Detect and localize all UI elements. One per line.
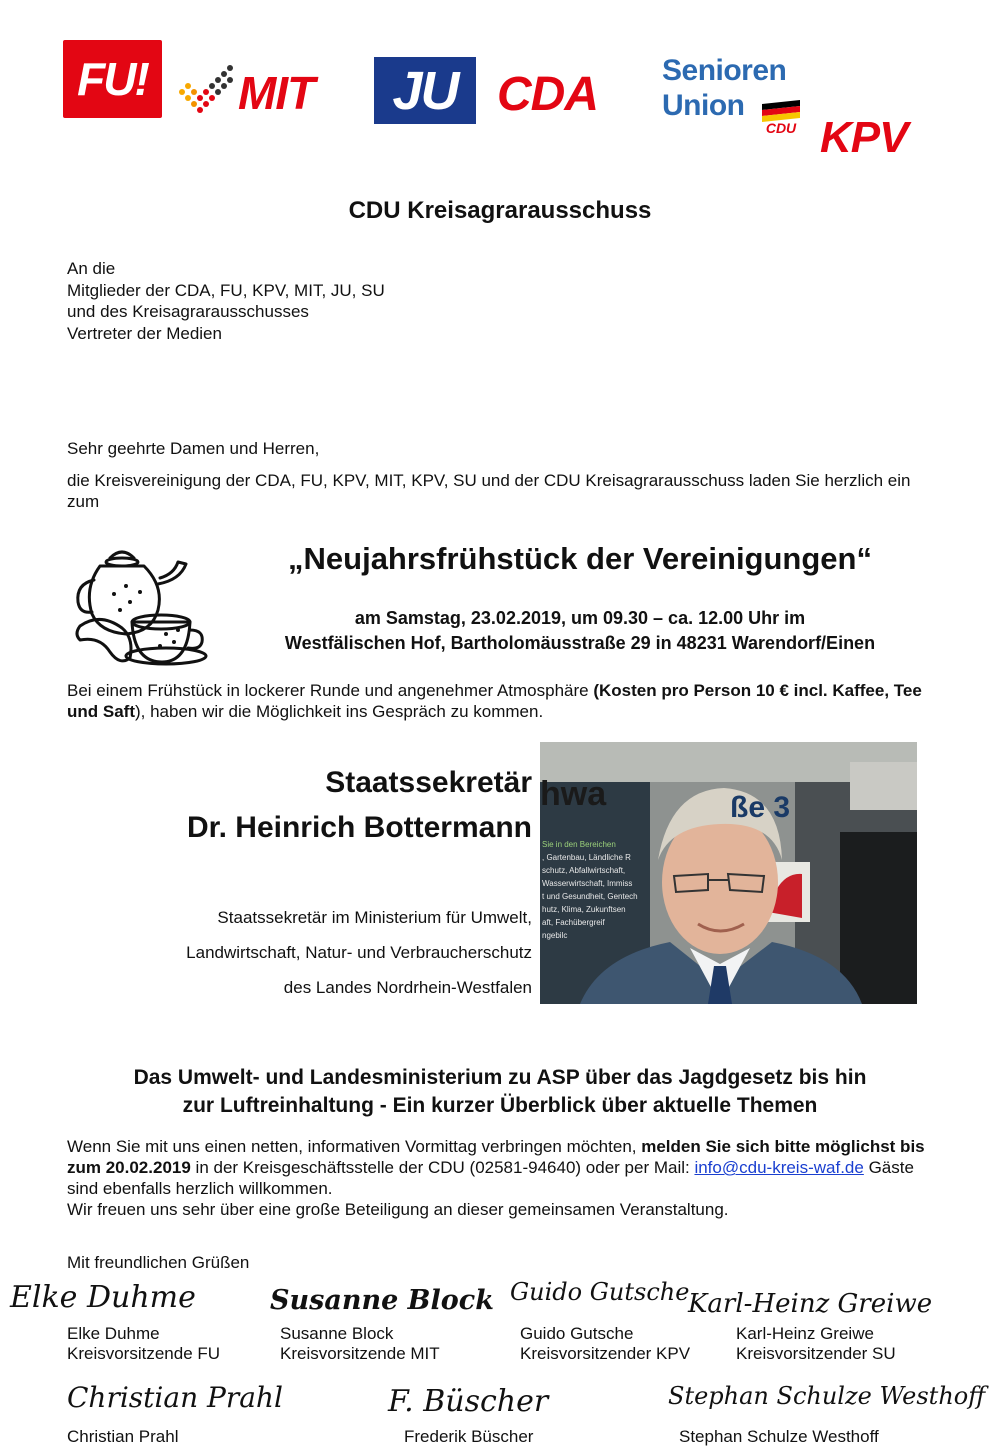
signatory — [280, 1324, 440, 1364]
signature-buescher: F. Büscher — [388, 1384, 549, 1419]
mit-logo-text: MIT — [238, 67, 315, 119]
signatory-name: Karl-Heinz Greiwe — [736, 1324, 874, 1343]
photo-sign-line: Sie in den Bereichen — [542, 840, 616, 849]
fu-logo-text: FU! — [77, 53, 148, 105]
signatory-role: Kreisvorsitzender SU — [736, 1344, 896, 1363]
speaker-desc-line: des Landes Nordrhein-Westfalen — [283, 978, 532, 997]
event-details — [160, 606, 1000, 656]
photo-sign-line: schutz, Abfallwirtschaft, — [542, 866, 626, 875]
senioren-union-logo-line2: Union — [662, 89, 745, 122]
signatory-name: Stephan Schulze Westhoff — [679, 1427, 879, 1446]
mit-dots-icon — [176, 62, 236, 122]
breakfast-text-part: Bei einem Frühstück in lockerer Runde und angenehmer Atmosphäre — [67, 681, 594, 700]
recipient-line: Mitglieder der CDA, FU, KPV, MIT, JU, SU — [67, 280, 385, 300]
signatory-role: Kreisvorsitzende MIT — [280, 1344, 440, 1363]
recipient-line: Vertreter der Medien — [67, 323, 222, 343]
speaker-title — [100, 760, 532, 850]
photo-sign-line: ngebilc — [542, 931, 568, 940]
breakfast-text — [67, 680, 947, 722]
cda-logo: CDA — [497, 68, 598, 121]
recipient-line: An die — [67, 259, 116, 278]
speaker-photo — [540, 742, 917, 1004]
ju-logo — [374, 57, 476, 124]
signatory-name: Frederik Büscher — [404, 1427, 534, 1446]
recipient-line: und des Kreisagrarausschusses — [67, 302, 309, 321]
signatory — [736, 1324, 896, 1364]
signature-schulze-westhoff: Stephan Schulze Westhoff — [668, 1382, 986, 1410]
signature-gutsche: Guido Gutsche — [510, 1278, 690, 1306]
photo-sign-line: t und Gesundheit, Gentech — [542, 892, 638, 901]
email-link[interactable]: info@cdu-kreis-waf.de — [694, 1158, 864, 1177]
rsvp-paragraph — [67, 1136, 947, 1199]
cdu-mark-text: CDU — [765, 120, 797, 136]
speaker-name: Dr. Heinrich Bottermann — [186, 811, 532, 844]
cdu-flag-icon — [760, 98, 802, 138]
signature-prahl: Christian Prahl — [67, 1381, 283, 1414]
recipient-block — [67, 258, 385, 344]
signatory — [520, 1324, 690, 1364]
signatory-name: Elke Duhme — [67, 1324, 160, 1343]
signatory-name: Christian Prahl — [67, 1427, 179, 1446]
photo-sign-text — [542, 838, 650, 942]
photo-sign-street: hwa — [540, 775, 607, 813]
signatory-role: Kreisvorsitzende FU — [67, 1344, 221, 1363]
intro-text: die Kreisvereinigung der CDA, FU, KPV, MIT, KPV, SU und der CDU Kreisagrarausschuss laden Sie herzlich ein zum — [67, 471, 911, 511]
rsvp-text-part: Wenn Sie mit uns einen netten, informativen Vormittag verbringen möchten, — [67, 1137, 642, 1156]
signatory-role: Kreisvorsitzender KPV — [520, 1344, 691, 1363]
talk-topic-line: zur Luftreinhaltung - Ein kurzer Überblick über aktuelle Themen — [182, 1094, 818, 1117]
ju-logo-text: JU — [392, 60, 458, 121]
senioren-union-logo-line1: Senioren — [662, 54, 787, 87]
photo-sign-line: , Gartenbau, Ländliche R — [542, 853, 631, 862]
photo-sign-line: Wasserwirtschaft, Immiss — [542, 879, 633, 888]
talk-topic — [0, 1064, 1000, 1120]
signatory-name: Guido Gutsche — [520, 1324, 634, 1343]
talk-topic-line: Das Umwelt- und Landesministerium zu ASP über das Jagdgesetz bis hin — [133, 1066, 867, 1089]
salutation: Sehr geehrte Damen und Herren, — [67, 439, 320, 458]
speaker-desc-line: Landwirtschaft, Natur- und Verbraucherschutz — [186, 943, 532, 962]
signature-greiwe: Karl-Heinz Greiwe — [688, 1289, 933, 1319]
rsvp-text — [67, 1136, 947, 1220]
breakfast-cost: (Kosten pro Person 10 € incl. Kaffee, Tee und Saft — [67, 681, 922, 721]
rsvp-deadline: melden Sie sich bitte möglichst bis zum 20.02.2019 — [67, 1137, 925, 1177]
mit-logo — [176, 62, 356, 122]
photo-sign-number: ße 3 — [730, 791, 791, 824]
event-date-line: am Samstag, 23.02.2019, um 09.30 – ca. 12.00 Uhr im — [354, 608, 806, 628]
event-place-line: Westfälischen Hof, Bartholomäusstraße 29 in 48231 Warendorf/Einen — [284, 633, 876, 653]
photo-sign-line: hutz, Klima, Zukunftsen — [542, 905, 626, 914]
fu-logo — [63, 40, 162, 118]
breakfast-text-part: ), haben wir die Möglichkeit ins Gespräch zu kommen. — [135, 702, 544, 721]
rsvp-closing-line: Wir freuen uns sehr über eine große Beteiligung an dieser gemeinsamen Veranstaltung. — [67, 1200, 729, 1219]
photo-sign-line: aft, Fachübergreif — [542, 918, 605, 927]
signature-block: Susanne Block — [270, 1285, 494, 1316]
kpv-logo: KPV — [820, 113, 908, 162]
rsvp-text-part: in der Kreisgeschäftsstelle der CDU (02581-94640) oder per Mail: — [190, 1158, 695, 1177]
signature-duhme: Elke Duhme — [10, 1280, 196, 1315]
closing-greeting: Mit freundlichen Grüßen — [67, 1253, 250, 1272]
signatory-name: Susanne Block — [280, 1324, 394, 1343]
speaker-desc-line: Staatssekretär im Ministerium für Umwelt, — [217, 908, 532, 927]
document-heading: CDU Kreisagrarausschuss — [348, 197, 652, 224]
speaker-description — [80, 900, 532, 1005]
rsvp-text-part: Gäste sind ebenfalls herzlich willkommen. — [67, 1158, 914, 1198]
event-title: „Neujahrsfrühstück der Vereinigungen“ — [288, 541, 872, 576]
signatory — [67, 1324, 220, 1364]
speaker-position: Staatssekretär — [325, 766, 532, 799]
